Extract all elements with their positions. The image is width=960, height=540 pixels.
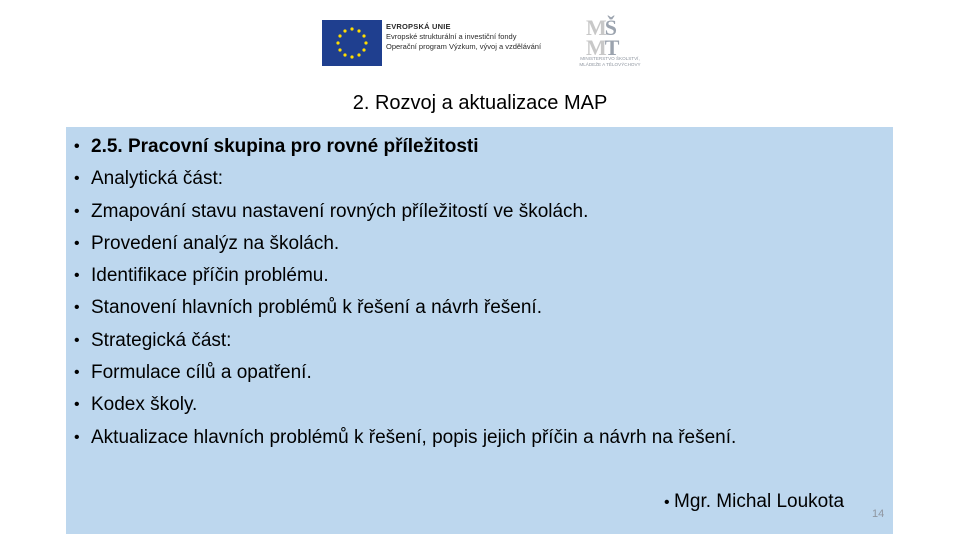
eu-caption: [386, 22, 558, 52]
bullet-list: [74, 131, 736, 454]
author-name: • Mgr. Michal Loukota: [664, 491, 844, 513]
ministry-line-1: MINISTERSTVO ŠKOLSTVÍ,: [580, 56, 640, 61]
bullet-item: • Stanovení hlavních problémů k řešení a návrh řešení.: [74, 292, 736, 324]
bullet-item: • Formulace cílů a opatření.: [74, 357, 736, 389]
logo-bar: [318, 16, 658, 76]
eu-line-1: EVROPSKÁ UNIE: [386, 22, 451, 31]
eu-line-3: Operační program Výzkum, vývoj a vzdělávání: [386, 42, 542, 51]
slide-title: 2. Rozvoj a aktualizace MAP: [352, 92, 608, 114]
eu-stars-icon: [322, 20, 382, 66]
bullet-item: • Zmapování stavu nastavení rovných příležitostí ve školách.: [74, 196, 736, 228]
ministry-line-2: MLÁDEŽE A TĚLOVÝCHOVY: [579, 62, 641, 67]
ministry-logo: [558, 16, 658, 76]
bullet-item: • Identifikace příčin problému.: [74, 260, 736, 292]
bullet-item: • 2.5. Pracovní skupina pro rovné příležitosti: [74, 131, 736, 163]
bullet-item: • Analytická část:: [74, 163, 736, 195]
bullet-item: • Provedení analýz na školách.: [74, 228, 736, 260]
eu-flag-logo: [322, 20, 382, 66]
page-number: 14: [872, 508, 885, 520]
msmt-monogram-icon: MŠ MT: [586, 15, 618, 60]
eu-line-2: Evropské strukturální a investiční fondy: [386, 32, 517, 41]
bullet-item: • Kodex školy.: [74, 389, 736, 421]
bullet-item: • Aktualizace hlavních problémů k řešení, popis jejich příčin a návrh na řešení.: [74, 422, 736, 454]
ministry-caption: [560, 56, 660, 68]
bullet-item: • Strategická část:: [74, 325, 736, 357]
